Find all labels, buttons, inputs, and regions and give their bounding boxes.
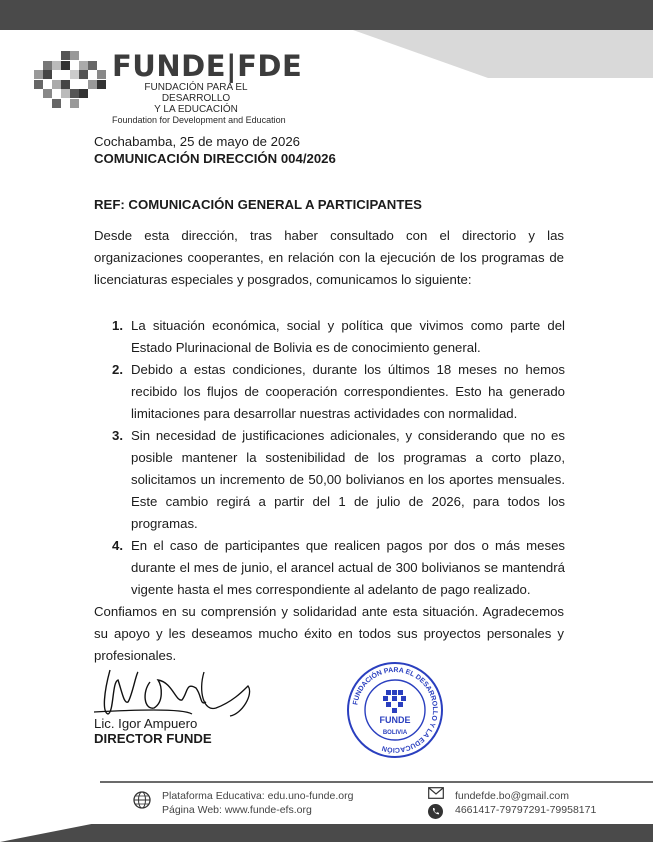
globe-icon bbox=[133, 791, 151, 809]
list-item-number: 1. bbox=[112, 318, 123, 333]
logo-square bbox=[70, 70, 79, 79]
list-item bbox=[112, 315, 565, 359]
signer-name: Lic. Igor Ampuero bbox=[94, 716, 198, 731]
logo-square bbox=[88, 80, 97, 89]
logo-square bbox=[97, 70, 106, 79]
platform-link[interactable]: Plataforma Educativa: edu.uno-funde.org bbox=[162, 790, 354, 802]
logo-square bbox=[79, 70, 88, 79]
logo-square bbox=[34, 80, 43, 89]
list-item-text: En el caso de participantes que realicen pagos por dos o más meses durante el mes de junio, el arancel actual de 300 bolivianos se mantendrá vigente hasta el mes correspondiente al adelanto de pago realizado. bbox=[131, 538, 565, 597]
email-address[interactable]: fundefde.bo@gmail.com bbox=[455, 790, 569, 802]
logo-mark bbox=[34, 51, 106, 109]
list-item-text: Sin necesidad de justificaciones adicionales, y considerando que no es posible mantener la sostenibilidad de los programas a corto plazo, solicitamos un incremento de 50,00 bolivianos en los aportes mensuales. Este cambio regirá a partir del 1 de julio de 2026, para todos los programas. bbox=[131, 428, 565, 531]
list-item-text: La situación económica, social y política que vivimos como parte del Estado Plurinacional de Bolivia es de conocimiento general. bbox=[131, 318, 565, 355]
logo-square bbox=[70, 89, 79, 98]
svg-text:FUNDE: FUNDE bbox=[379, 715, 411, 725]
org-name: FUNDE|FDE bbox=[112, 49, 303, 83]
logo-square bbox=[97, 80, 106, 89]
logo-square bbox=[43, 61, 52, 70]
svg-text:BOLIVIA: BOLIVIA bbox=[382, 730, 408, 736]
document-code: COMUNICACIÓN DIRECCIÓN 004/2026 bbox=[94, 151, 336, 166]
footer-divider bbox=[100, 781, 653, 783]
logo-square bbox=[61, 61, 70, 70]
list-item-number: 2. bbox=[112, 362, 123, 377]
list-item bbox=[112, 535, 565, 601]
footer-left bbox=[162, 789, 353, 817]
logo-square bbox=[61, 80, 70, 89]
logo-square bbox=[43, 70, 52, 79]
logo-square bbox=[34, 70, 43, 79]
website-link[interactable]: Página Web: www.funde-efs.org bbox=[162, 804, 312, 816]
logo-square bbox=[70, 51, 79, 60]
footer-right bbox=[455, 789, 596, 817]
logo-square bbox=[52, 61, 61, 70]
list-item bbox=[112, 359, 565, 425]
list-item-number: 4. bbox=[112, 538, 123, 553]
logo-square bbox=[43, 89, 52, 98]
phone-icon bbox=[428, 804, 443, 819]
phone-numbers: 4661417-79797291-79958171 bbox=[455, 804, 597, 816]
org-subtitle-en: Foundation for Development and Education bbox=[112, 115, 286, 125]
svg-text:FUNDACIÓN PARA EL DESARROLLO Y: FUNDACIÓN PARA EL DESARROLLO Y LA EDUCACIÓN bbox=[352, 666, 439, 754]
logo-square bbox=[79, 89, 88, 98]
logo-square bbox=[52, 99, 61, 108]
logo-square bbox=[88, 61, 97, 70]
logo-square bbox=[52, 80, 61, 89]
institution-seal bbox=[345, 660, 445, 760]
numbered-list bbox=[112, 315, 565, 601]
footer-band bbox=[0, 824, 653, 842]
logo-square bbox=[61, 51, 70, 60]
logo-square bbox=[70, 99, 79, 108]
signer-title: DIRECTOR FUNDE bbox=[94, 731, 212, 746]
intro-paragraph: Desde esta dirección, tras haber consultado con el directorio y las organizaciones cooperantes, en relación con la ejecución de los programas de licenciaturas especiales y posgrados, comunicamos lo siguiente: bbox=[94, 228, 564, 287]
logo-square bbox=[79, 61, 88, 70]
list-item-number: 3. bbox=[112, 428, 123, 443]
mail-icon bbox=[428, 787, 444, 799]
logo-text bbox=[112, 50, 302, 126]
closing-paragraph: Confiamos en su comprensión y solidaridad ante esta situación. Agradecemos su apoyo y les deseamos mucho éxito en todos sus proyectos personales y profesionales. bbox=[94, 604, 564, 663]
header-band bbox=[0, 0, 653, 30]
org-subtitle-es-1: FUNDACIÓN PARA EL DESARROLLO bbox=[144, 82, 248, 104]
header-wedge bbox=[353, 30, 653, 78]
reference-line: REF: COMUNICACIÓN GENERAL A PARTICIPANTES bbox=[94, 197, 422, 212]
logo-square bbox=[61, 89, 70, 98]
list-item bbox=[112, 425, 565, 535]
place-date: Cochabamba, 25 de mayo de 2026 bbox=[94, 134, 301, 149]
org-subtitle-es-2: Y LA EDUCACIÓN bbox=[154, 104, 238, 115]
list-item-text: Debido a estas condiciones, durante los últimos 18 meses no hemos recibido los flujos de cooperación correspondientes. Esto ha generado limitaciones para desarrollar nuestras actividades con normalidad. bbox=[131, 362, 565, 421]
